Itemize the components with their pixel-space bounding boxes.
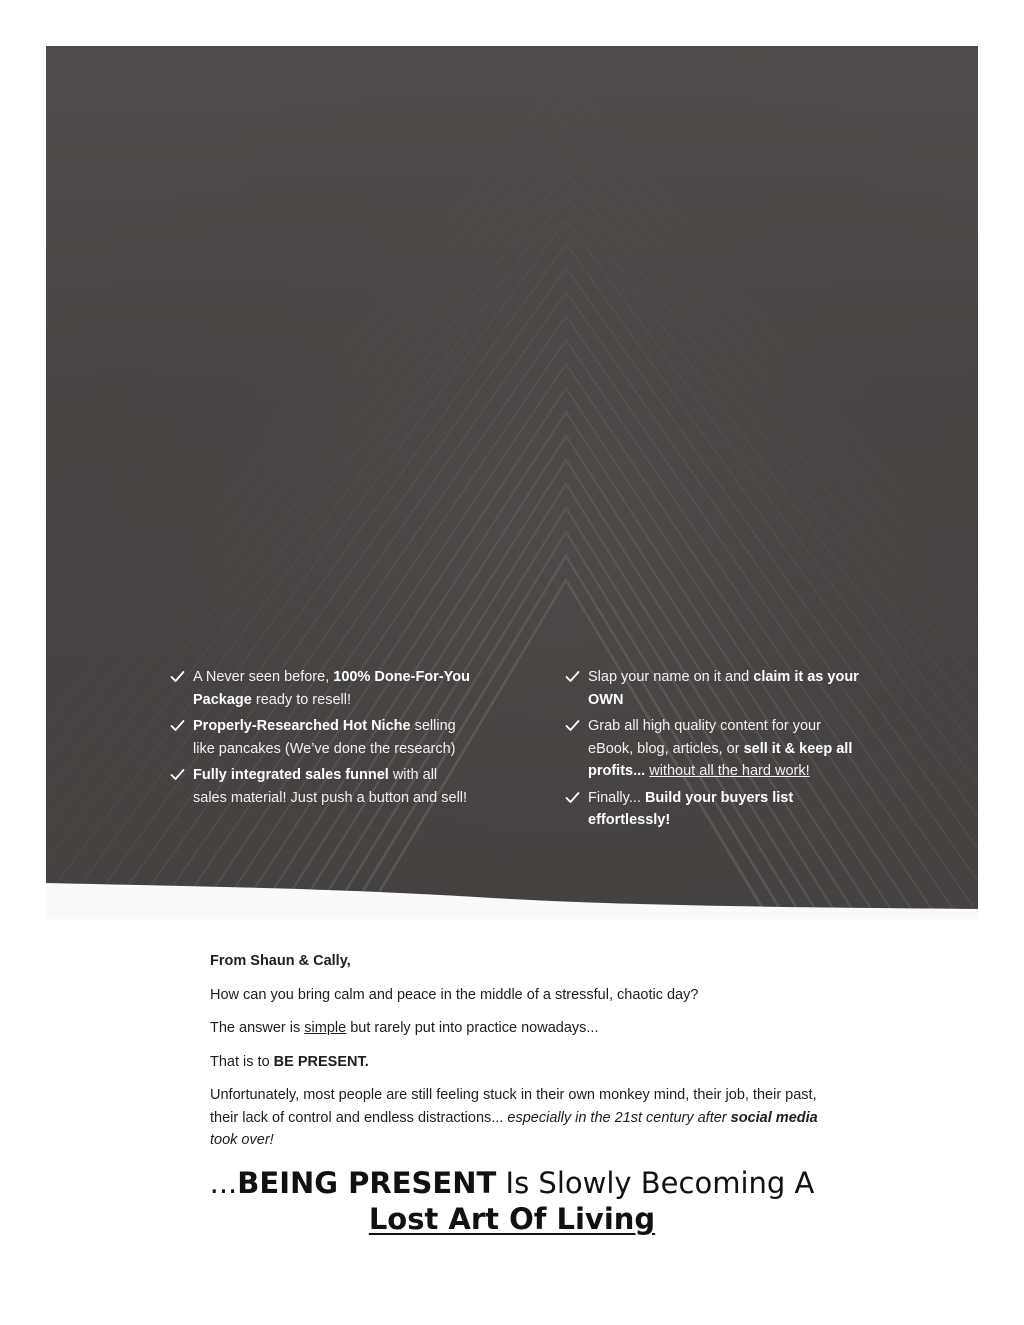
feature-item [170, 764, 470, 809]
letter-greeting: From Shaun & Cally, [210, 953, 351, 969]
feature-item [565, 787, 865, 832]
feature-column-right [565, 666, 865, 836]
simple-link[interactable]: simple [304, 1020, 347, 1036]
hero-wave-divider [46, 869, 978, 919]
feature-text-part: Fully integrated sales funnel [193, 767, 389, 783]
feature-text [193, 767, 467, 806]
feature-item [565, 715, 865, 783]
check-icon [170, 768, 185, 781]
feature-text [588, 718, 852, 779]
section-headline [0, 1165, 1024, 1237]
feature-text [588, 790, 793, 829]
sales-letter [210, 950, 820, 1163]
feature-text-part: Finally... [588, 789, 645, 806]
feature-text [193, 718, 456, 757]
feature-text-part: sell it & keep all profits... [588, 740, 853, 779]
feature-text-part[interactable]: without all the hard work! [649, 763, 810, 779]
letter-paragraph-1: How can you bring calm and peace in the middle of a stressful, chaotic day? [210, 986, 699, 1003]
headline-line-1: ...BEING PRESENT Is Slowly Becoming A [209, 1166, 815, 1200]
hero-section [46, 46, 978, 919]
feature-column-left [170, 666, 470, 813]
feature-text-part: selling like pancakes (We’ve done the research) [193, 718, 456, 757]
feature-text-part: Build your buyers list effortlessly! [588, 789, 794, 828]
letter-paragraph-4: Unfortunately, most people are still feeling stuck in their own monkey mind, their job, their past, their lack of control and endless distractions... especially in the 21st century after social media took over! [210, 1087, 818, 1148]
feature-text-part: A Never seen before, [193, 669, 334, 685]
feature-text-part: claim it as your OWN [588, 669, 859, 708]
feature-text-part: Properly-Researched Hot Niche [193, 718, 411, 734]
letter-paragraph-3: That is to BE PRESENT. [210, 1053, 369, 1070]
check-icon [565, 670, 580, 683]
feature-text-part: Slap your name on it and [588, 669, 754, 685]
headline-line-2: Lost Art Of Living [368, 1202, 656, 1236]
feature-item [170, 666, 470, 711]
check-icon [565, 791, 580, 804]
feature-item [170, 715, 470, 760]
feature-text-part: Grab all high quality content for your eBook, blog, articles, or [588, 718, 821, 757]
letter-paragraph-2: The answer is simple but rarely put into practice nowadays... [210, 1020, 599, 1036]
feature-item [565, 666, 865, 711]
check-icon [170, 670, 185, 683]
feature-text [588, 669, 859, 708]
feature-text-part: with all sales material! Just push a button and sell! [193, 767, 468, 806]
hero-title-fragment [46, 46, 978, 54]
feature-text-part: ready to resell! [251, 691, 351, 708]
feature-text [193, 669, 470, 708]
check-icon [170, 719, 185, 732]
check-icon [565, 719, 580, 732]
feature-text-part: 100% Done-For-You Package [193, 669, 470, 708]
